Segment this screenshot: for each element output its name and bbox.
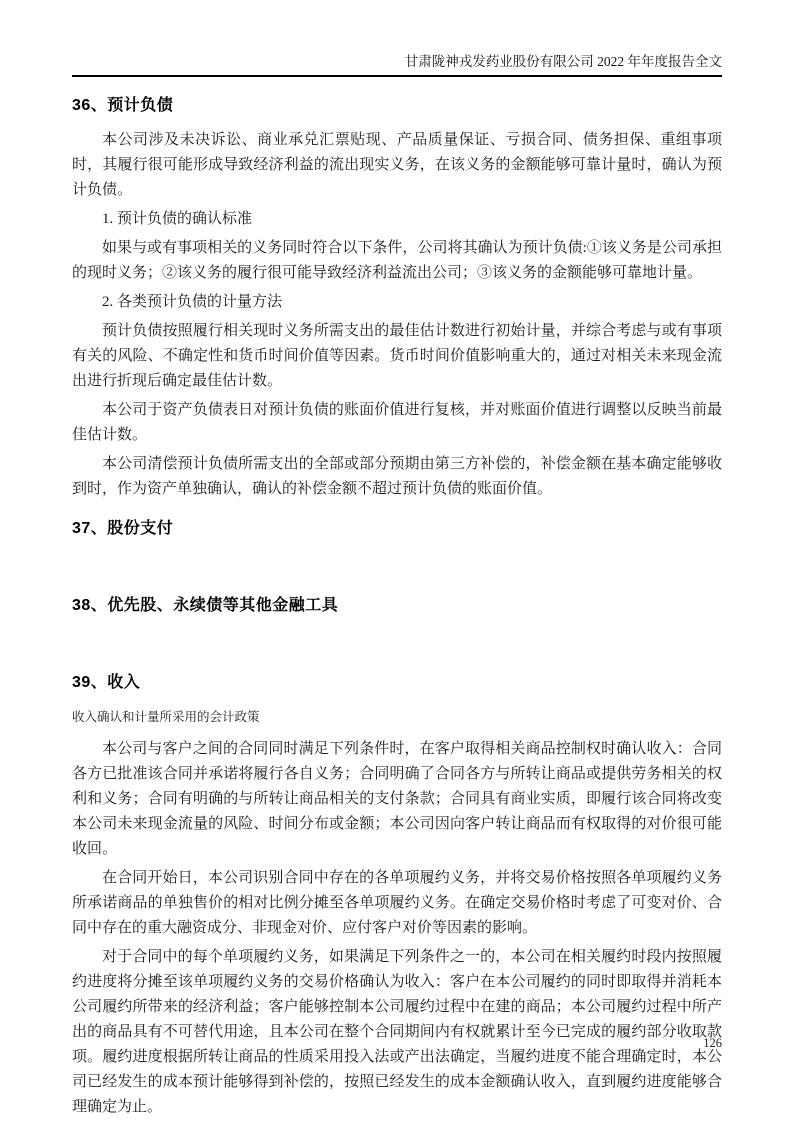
section-heading-39: 39、收入 bbox=[72, 674, 141, 691]
paragraph-36-5: 本公司清偿预计负债所需支出的全部或部分预期由第三方补偿的，补偿金额在基本确定能够收到时，作为资产单独确认，确认的补偿金额不超过预计负债的账面价值。 bbox=[72, 456, 722, 497]
section-heading-36: 36、预计负债 bbox=[72, 97, 174, 114]
paragraph-39-3: 对于合同中的每个单项履约义务，如果满足下列条件之一的，本公司在相关履约时段内按照履约进度将分摊至该单项履约义务的交易价格确认为收入：客户在本公司履约的同时即取得并消耗本公司履约所带来的经济利益；客户能够控制本公司履约过程中在建的商品；本公司履约过程中所产出的商品具有不可替代用途，且本公司在整个合同期间内有权就累计至今已完成的履约部分收取款项。履约进度根据所转让商品的性质采用投入法或产出法确定，当履约进度不能合理确定时，本公司已经发生的成本预计能够得到补偿的，按照已经发生的成本金额确认收入，直到履约进度能够合理确定为止。 bbox=[72, 949, 722, 1115]
page-footer bbox=[703, 1036, 722, 1051]
section-heading-38: 38、优先股、永续债等其他金融工具 bbox=[72, 597, 339, 614]
page-content bbox=[72, 77, 722, 1120]
report-header-title: 甘肃陇神戎发药业股份有限公司 2022 年年度报告全文 bbox=[404, 54, 722, 69]
paragraph-36-3: 预计负债按照履行相关现时义务所需支出的最佳估计数进行初始计量，并综合考虑与或有事项有关的风险、不确定性和货币时间价值等因素。货币时间价值影响重大的，通过对相关未来现金流出进行折现后确定最佳估计数。 bbox=[72, 323, 722, 389]
sub-item-36-1: 1. 预计负债的确认标准 bbox=[102, 211, 253, 227]
paragraph-36-1: 本公司涉及未决诉讼、商业承兑汇票贴现、产品质量保证、亏损合同、债务担保、重组事项时，其履行很可能形成导致经济利益的流出现实义务，在该义务的金额能够可靠计量时，确认为预计负债。 bbox=[72, 132, 722, 198]
revenue-policy-label: 收入确认和计量所采用的会计政策 bbox=[72, 710, 260, 724]
paragraph-39-2: 在合同开始日，本公司识别合同中存在的各单项履约义务，并将交易价格按照各单项履约义务所承诺商品的单独售价的相对比例分摊至各单项履约义务。在确定交易价格时考虑了可变对价、合同中存在的重大融资成分、非现金对价、应付客户对价等因素的影响。 bbox=[72, 870, 722, 936]
paragraph-39-1: 本公司与客户之间的合同同时满足下列条件时，在客户取得相关商品控制权时确认收入：合同各方已批准该合同并承诺将履行各自义务；合同明确了合同各方与所转让商品或提供劳务相关的权利和义务；合同有明确的与所转让商品相关的支付条款；合同具有商业实质，即履行该合同将改变本公司未来现金流量的风险、时间分布或金额；本公司因向客户转让商品而有权取得的对价很可能收回。 bbox=[72, 741, 722, 857]
paragraph-36-4: 本公司于资产负债表日对预计负债的账面价值进行复核，并对账面价值进行调整以反映当前最佳估计数。 bbox=[72, 402, 722, 443]
sub-item-36-2: 2. 各类预计负债的计量方法 bbox=[102, 294, 283, 310]
page-number: 126 bbox=[703, 1036, 722, 1050]
section-heading-37: 37、股份支付 bbox=[72, 520, 174, 537]
page-header bbox=[72, 0, 722, 77]
paragraph-36-2: 如果与或有事项相关的义务同时符合以下条件，公司将其确认为预计负债:①该义务是公司承担的现时义务；②该义务的履行很可能导致经济利益流出公司；③该义务的金额能够可靠地计量。 bbox=[72, 240, 722, 281]
